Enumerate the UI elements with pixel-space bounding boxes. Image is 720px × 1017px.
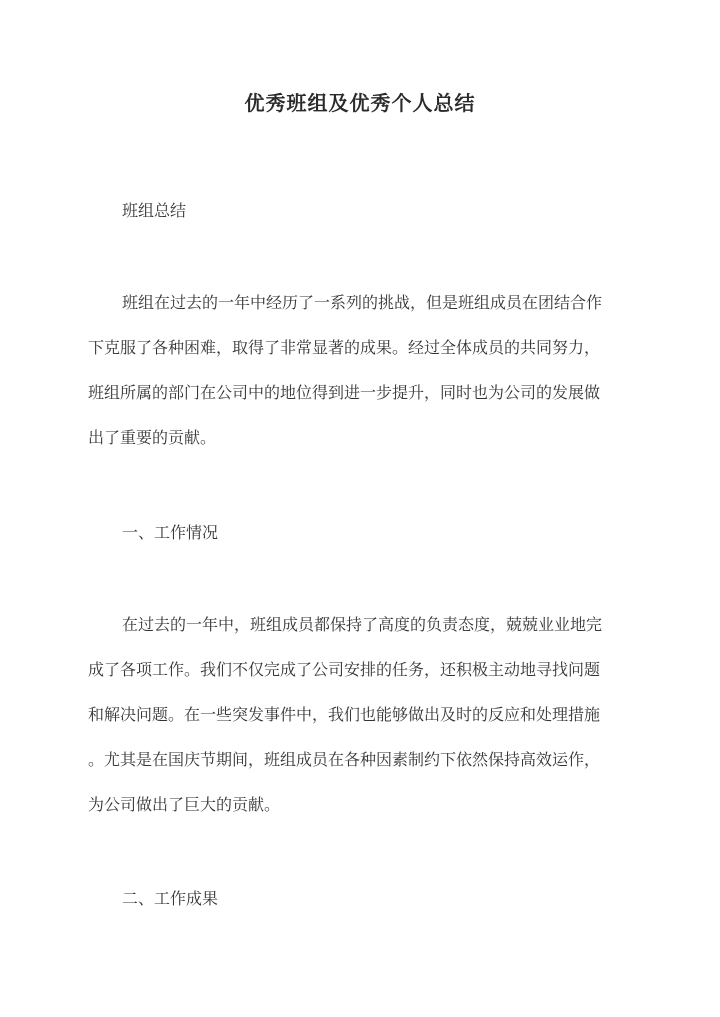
paragraph-line: 为公司做出了巨大的贡献。 [88,795,281,814]
paragraph-line: 。尤其是在国庆节期间，班组成员在各种因素制约下依然保持高效运作， [88,750,601,769]
section1-heading: 一、工作情况 [122,523,219,542]
paragraph-line: 成了各项工作。我们不仅完成了公司安排的任务，还积极主动地寻找问题 [88,660,601,679]
paragraph-line: 班组在过去的一年中经历了一系列的挑战，但是班组成员在团结合作 [122,293,603,312]
paragraph-line: 出了重要的贡献。 [88,428,217,447]
section1-paragraph [88,602,636,827]
paragraph-line: 班组所属的部门在公司中的地位得到进一步提升，同时也为公司的发展做 [88,383,601,402]
paragraph-line: 在过去的一年中，班组成员都保持了高度的负责态度，兢兢业业地完 [122,615,603,634]
paragraph-line: 下克服了各种困难，取得了非常显著的成果。经过全体成员的共同努力， [88,338,601,357]
section2-heading: 二、工作成果 [122,889,219,908]
summary-heading: 班组总结 [122,201,187,220]
document-title: 优秀班组及优秀个人总结 [244,91,476,115]
paragraph-line: 和解决问题。在一些突发事件中，我们也能够做出及时的反应和处理措施 [88,705,601,724]
summary-paragraph [88,280,636,460]
